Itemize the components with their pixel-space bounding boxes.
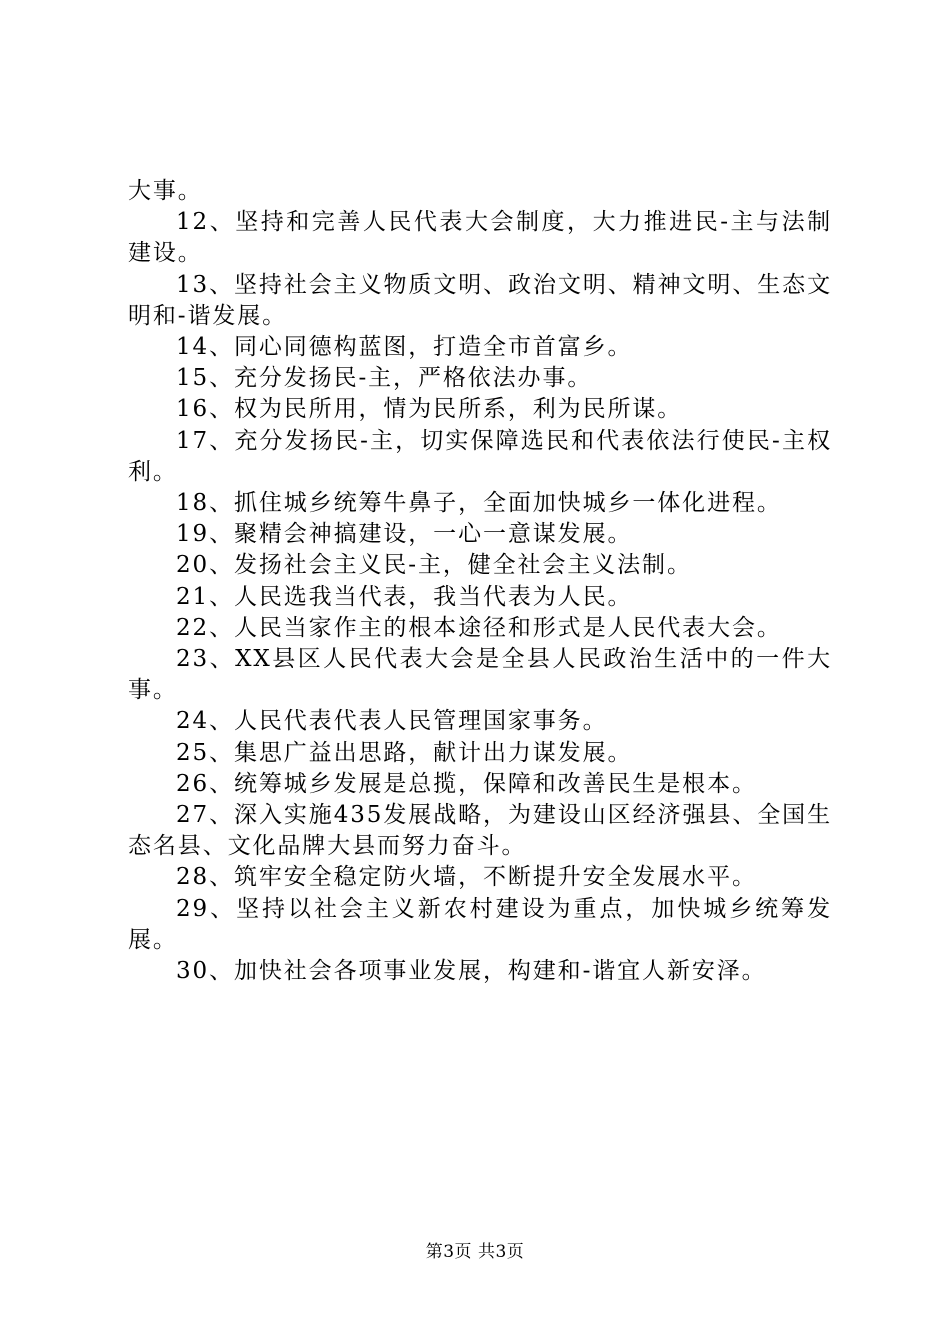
paragraph: 24、人民代表代表人民管理国家事务。 <box>176 708 608 735</box>
paragraph: 30、加快社会各项事业发展，构建和-谐宜人新安泽。 <box>176 958 767 985</box>
paragraph: 18、抓住城乡统筹牛鼻子，全面加快城乡一体化进程。 <box>176 490 782 517</box>
paragraph: 26、统筹城乡发展是总揽，保障和改善民生是根本。 <box>176 770 757 797</box>
paragraph: 23、XX县区人民代表大会是全县人民政治生活中的一件大事。 <box>128 646 832 704</box>
paragraph: 12、坚持和完善人民代表大会制度，大力推进民-主与法制建设。 <box>128 209 832 267</box>
paragraph: 22、人民当家作主的根本途径和形式是人民代表大会。 <box>176 614 782 641</box>
paragraph: 20、发扬社会主义民-主，健全社会主义法制。 <box>176 552 692 579</box>
paragraph: 13、坚持社会主义物质文明、政治文明、精神文明、生态文明和-谐发展。 <box>128 271 832 329</box>
paragraph: 27、深入实施435发展战略，为建设山区经济强县、全国生态名县、文化品牌大县而努力奋斗。 <box>128 802 832 860</box>
document-body <box>128 176 832 987</box>
paragraph: 28、筑牢安全稳定防火墙，不断提升安全发展水平。 <box>176 864 757 891</box>
paragraph: 19、聚精会神搞建设，一心一意谋发展。 <box>176 521 633 548</box>
page-number-label: 第3页 共3页 <box>425 1242 525 1262</box>
paragraph: 14、同心同德构蓝图，打造全市首富乡。 <box>176 334 633 361</box>
paragraph: 25、集思广益出思路，献计出力谋发展。 <box>176 739 633 766</box>
paragraph: 29、坚持以社会主义新农村建设为重点，加快城乡统筹发展。 <box>128 895 832 953</box>
paragraph: 大事。 <box>128 178 203 204</box>
paragraph: 15、充分发扬民-主，严格依法办事。 <box>176 365 593 392</box>
page-footer <box>0 1240 950 1264</box>
paragraph: 21、人民选我当代表，我当代表为人民。 <box>176 583 633 610</box>
paragraph: 17、充分发扬民-主，切实保障选民和代表依法行使民-主权利。 <box>128 427 832 485</box>
paragraph: 16、权为民所用，情为民所系，利为民所谋。 <box>176 396 683 423</box>
